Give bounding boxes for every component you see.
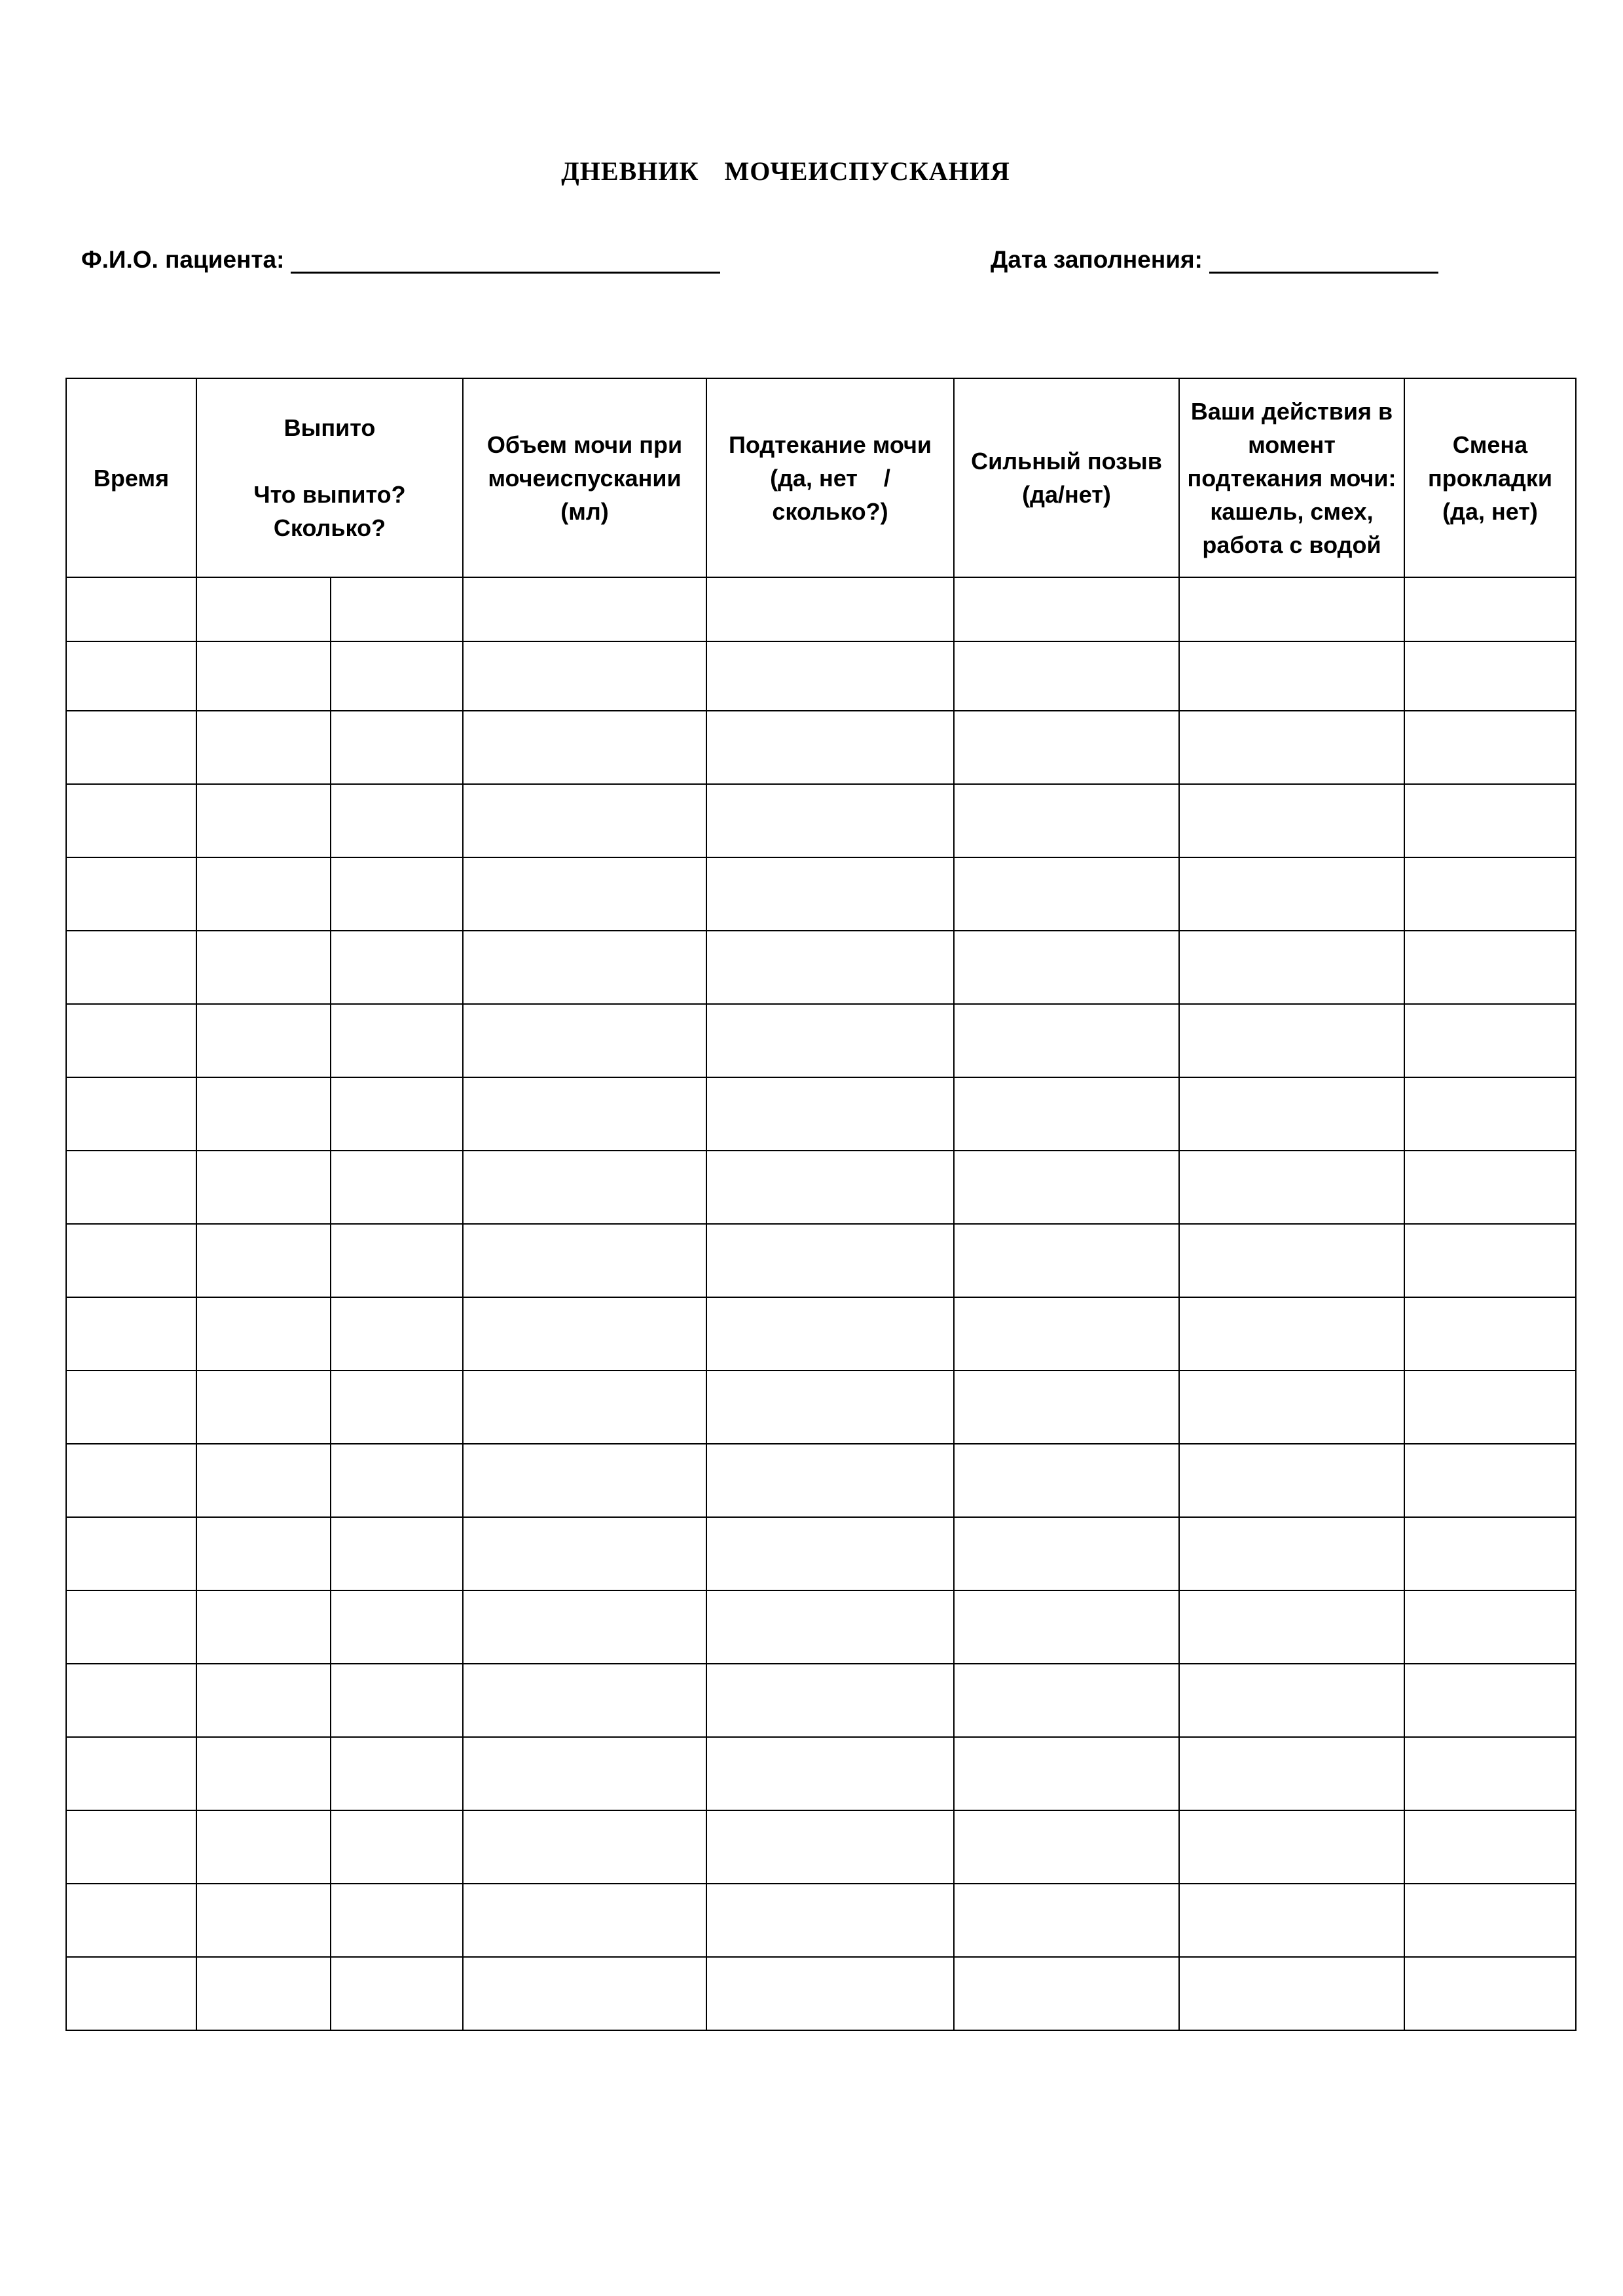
pad-change-cell[interactable]	[1404, 784, 1576, 857]
urge-cell[interactable]	[954, 1957, 1179, 2030]
table-row	[66, 931, 1576, 1004]
actions-cell[interactable]	[1179, 1590, 1404, 1664]
drink-amount-cell[interactable]	[331, 1444, 463, 1517]
table-header-row	[66, 378, 1576, 577]
time-cell[interactable]	[66, 784, 196, 857]
drink-what-cell[interactable]	[196, 1810, 331, 1884]
volume-cell[interactable]	[463, 784, 706, 857]
table-row	[66, 1224, 1576, 1297]
pad-change-cell[interactable]	[1404, 1737, 1576, 1810]
header-volume: Объем мочи при мочеиспускании (мл)	[463, 378, 706, 577]
time-cell[interactable]	[66, 1664, 196, 1737]
header-actions: Ваши действия в момент подтекания мочи: кашель, смех, работа с водой	[1179, 378, 1404, 577]
drink-what-cell[interactable]	[196, 1517, 331, 1590]
table-row	[66, 711, 1576, 784]
drink-amount-cell[interactable]	[331, 1517, 463, 1590]
urge-cell[interactable]	[954, 1297, 1179, 1371]
table-row	[66, 1884, 1576, 1957]
leak-cell[interactable]	[706, 711, 954, 784]
pad-change-cell[interactable]	[1404, 1077, 1576, 1151]
drink-amount-cell[interactable]	[331, 1004, 463, 1077]
volume-cell[interactable]	[463, 1297, 706, 1371]
actions-cell[interactable]	[1179, 1151, 1404, 1224]
urge-cell[interactable]	[954, 1224, 1179, 1297]
patient-name-field	[81, 246, 720, 274]
actions-cell[interactable]	[1179, 1297, 1404, 1371]
actions-cell[interactable]	[1179, 1517, 1404, 1590]
urge-cell[interactable]	[954, 784, 1179, 857]
volume-cell[interactable]	[463, 1884, 706, 1957]
table-row	[66, 1737, 1576, 1810]
table-row	[66, 577, 1576, 641]
leak-cell[interactable]	[706, 1664, 954, 1737]
urge-cell[interactable]	[954, 577, 1179, 641]
time-cell[interactable]	[66, 1737, 196, 1810]
time-cell[interactable]	[66, 1590, 196, 1664]
leak-cell[interactable]	[706, 1297, 954, 1371]
time-cell[interactable]	[66, 1297, 196, 1371]
pad-change-cell[interactable]	[1404, 1957, 1576, 2030]
page-title: ДНЕВНИК МОЧЕИСПУСКАНИЯ	[561, 156, 1010, 186]
actions-cell[interactable]	[1179, 1444, 1404, 1517]
leak-cell[interactable]	[706, 784, 954, 857]
pad-change-cell[interactable]	[1404, 1004, 1576, 1077]
header-drank-what: Что выпито?	[253, 481, 406, 508]
volume-cell[interactable]	[463, 711, 706, 784]
pad-change-cell[interactable]	[1404, 1884, 1576, 1957]
time-cell[interactable]	[66, 1004, 196, 1077]
urge-cell[interactable]	[954, 711, 1179, 784]
header-drank	[196, 378, 463, 577]
time-cell[interactable]	[66, 1224, 196, 1297]
leak-cell[interactable]	[706, 857, 954, 931]
urge-cell[interactable]	[954, 1077, 1179, 1151]
drink-what-cell[interactable]	[196, 1590, 331, 1664]
patient-name-label: Ф.И.О. пациента:	[81, 246, 285, 273]
drink-what-cell[interactable]	[196, 1884, 331, 1957]
drink-what-cell[interactable]	[196, 1957, 331, 2030]
urge-cell[interactable]	[954, 1884, 1179, 1957]
time-cell[interactable]	[66, 1517, 196, 1590]
urge-cell[interactable]	[954, 1004, 1179, 1077]
volume-cell[interactable]	[463, 857, 706, 931]
fill-date-field	[991, 246, 1438, 274]
time-cell[interactable]	[66, 1077, 196, 1151]
drink-amount-cell[interactable]	[331, 1737, 463, 1810]
pad-change-cell[interactable]	[1404, 931, 1576, 1004]
actions-cell[interactable]	[1179, 711, 1404, 784]
pad-change-cell[interactable]	[1404, 1224, 1576, 1297]
drink-what-cell[interactable]	[196, 1371, 331, 1444]
actions-cell[interactable]	[1179, 1884, 1404, 1957]
leak-cell[interactable]	[706, 1224, 954, 1297]
time-cell[interactable]	[66, 931, 196, 1004]
time-cell[interactable]	[66, 1884, 196, 1957]
leak-cell[interactable]	[706, 1151, 954, 1224]
time-cell[interactable]	[66, 1371, 196, 1444]
actions-cell[interactable]	[1179, 1737, 1404, 1810]
actions-cell[interactable]	[1179, 931, 1404, 1004]
pad-change-cell[interactable]	[1404, 1444, 1576, 1517]
urge-cell[interactable]	[954, 857, 1179, 931]
fill-date-blank[interactable]	[1209, 249, 1438, 274]
pad-change-cell[interactable]	[1404, 1810, 1576, 1884]
drink-what-cell[interactable]	[196, 641, 331, 711]
drink-amount-cell[interactable]	[331, 711, 463, 784]
drink-amount-cell[interactable]	[331, 1077, 463, 1151]
volume-cell[interactable]	[463, 577, 706, 641]
table-row	[66, 1590, 1576, 1664]
header-drank-title: Выпито	[283, 414, 376, 441]
leak-cell[interactable]	[706, 641, 954, 711]
actions-cell[interactable]	[1179, 641, 1404, 711]
leak-cell[interactable]	[706, 1737, 954, 1810]
actions-cell[interactable]	[1179, 1957, 1404, 2030]
urge-cell[interactable]	[954, 1151, 1179, 1224]
drink-amount-cell[interactable]	[331, 784, 463, 857]
volume-cell[interactable]	[463, 1664, 706, 1737]
urge-cell[interactable]	[954, 1444, 1179, 1517]
leak-cell[interactable]	[706, 1884, 954, 1957]
urge-cell[interactable]	[954, 1590, 1179, 1664]
drink-what-cell[interactable]	[196, 1297, 331, 1371]
drink-what-cell[interactable]	[196, 784, 331, 857]
voiding-diary-table	[65, 378, 1577, 2031]
table-row	[66, 1664, 1576, 1737]
drink-what-cell[interactable]	[196, 711, 331, 784]
time-cell[interactable]	[66, 641, 196, 711]
drink-amount-cell[interactable]	[331, 641, 463, 711]
time-cell[interactable]	[66, 1151, 196, 1224]
pad-change-cell[interactable]	[1404, 1371, 1576, 1444]
volume-cell[interactable]	[463, 1077, 706, 1151]
volume-cell[interactable]	[463, 1957, 706, 2030]
urge-cell[interactable]	[954, 931, 1179, 1004]
volume-cell[interactable]	[463, 1004, 706, 1077]
volume-cell[interactable]	[463, 1737, 706, 1810]
time-cell[interactable]	[66, 1444, 196, 1517]
actions-cell[interactable]	[1179, 1810, 1404, 1884]
header-time: Время	[66, 378, 196, 577]
header-pad-change: Смена прокладки (да, нет)	[1404, 378, 1576, 577]
pad-change-cell[interactable]	[1404, 577, 1576, 641]
urge-cell[interactable]	[954, 1517, 1179, 1590]
table-row	[66, 1077, 1576, 1151]
urge-cell[interactable]	[954, 1810, 1179, 1884]
drink-what-cell[interactable]	[196, 1004, 331, 1077]
volume-cell[interactable]	[463, 1810, 706, 1884]
pad-change-cell[interactable]	[1404, 711, 1576, 784]
volume-cell[interactable]	[463, 1590, 706, 1664]
pad-change-cell[interactable]	[1404, 857, 1576, 931]
pad-change-cell[interactable]	[1404, 641, 1576, 711]
leak-cell[interactable]	[706, 931, 954, 1004]
pad-change-cell[interactable]	[1404, 1590, 1576, 1664]
table-body	[66, 577, 1576, 2030]
header-drank-amount: Сколько?	[273, 514, 386, 541]
patient-name-blank[interactable]	[291, 249, 720, 274]
time-cell[interactable]	[66, 711, 196, 784]
leak-cell[interactable]	[706, 1444, 954, 1517]
table-row	[66, 1517, 1576, 1590]
pad-change-cell[interactable]	[1404, 1664, 1576, 1737]
leak-cell[interactable]	[706, 1810, 954, 1884]
volume-cell[interactable]	[463, 1224, 706, 1297]
drink-what-cell[interactable]	[196, 1664, 331, 1737]
pad-change-cell[interactable]	[1404, 1151, 1576, 1224]
fill-date-label: Дата заполнения:	[991, 246, 1203, 273]
time-cell[interactable]	[66, 1957, 196, 2030]
volume-cell[interactable]	[463, 1517, 706, 1590]
actions-cell[interactable]	[1179, 1004, 1404, 1077]
drink-amount-cell[interactable]	[331, 1957, 463, 2030]
pad-change-cell[interactable]	[1404, 1517, 1576, 1590]
drink-what-cell[interactable]	[196, 931, 331, 1004]
volume-cell[interactable]	[463, 931, 706, 1004]
leak-cell[interactable]	[706, 1004, 954, 1077]
leak-cell[interactable]	[706, 1077, 954, 1151]
drink-amount-cell[interactable]	[331, 1371, 463, 1444]
actions-cell[interactable]	[1179, 1371, 1404, 1444]
drink-amount-cell[interactable]	[331, 1151, 463, 1224]
leak-cell[interactable]	[706, 1517, 954, 1590]
table-row	[66, 1151, 1576, 1224]
urge-cell[interactable]	[954, 1737, 1179, 1810]
urge-cell[interactable]	[954, 1371, 1179, 1444]
drink-what-cell[interactable]	[196, 1077, 331, 1151]
drink-amount-cell[interactable]	[331, 1884, 463, 1957]
drink-what-cell[interactable]	[196, 1224, 331, 1297]
urge-cell[interactable]	[954, 1664, 1179, 1737]
pad-change-cell[interactable]	[1404, 1297, 1576, 1371]
drink-what-cell[interactable]	[196, 857, 331, 931]
leak-cell[interactable]	[706, 1590, 954, 1664]
drink-amount-cell[interactable]	[331, 857, 463, 931]
drink-amount-cell[interactable]	[331, 1297, 463, 1371]
drink-amount-cell[interactable]	[331, 1224, 463, 1297]
table-row	[66, 641, 1576, 711]
leak-cell[interactable]	[706, 1957, 954, 2030]
table-row	[66, 1297, 1576, 1371]
drink-what-cell[interactable]	[196, 1151, 331, 1224]
volume-cell[interactable]	[463, 1151, 706, 1224]
urge-cell[interactable]	[954, 641, 1179, 711]
table-row	[66, 1810, 1576, 1884]
drink-amount-cell[interactable]	[331, 931, 463, 1004]
time-cell[interactable]	[66, 857, 196, 931]
leak-cell[interactable]	[706, 1371, 954, 1444]
header-leak: Подтекание мочи (да, нет / сколько?)	[706, 378, 954, 577]
drink-amount-cell[interactable]	[331, 1810, 463, 1884]
volume-cell[interactable]	[463, 1371, 706, 1444]
drink-amount-cell[interactable]	[331, 577, 463, 641]
table-row	[66, 857, 1576, 931]
actions-cell[interactable]	[1179, 577, 1404, 641]
drink-amount-cell[interactable]	[331, 1590, 463, 1664]
actions-cell[interactable]	[1179, 784, 1404, 857]
table-row	[66, 1957, 1576, 2030]
table-row	[66, 1444, 1576, 1517]
actions-cell[interactable]	[1179, 1224, 1404, 1297]
actions-cell[interactable]	[1179, 1664, 1404, 1737]
table-row	[66, 1371, 1576, 1444]
time-cell[interactable]	[66, 1810, 196, 1884]
time-cell[interactable]	[66, 577, 196, 641]
drink-what-cell[interactable]	[196, 1737, 331, 1810]
header-urge: Сильный позыв (да/нет)	[954, 378, 1179, 577]
drink-what-cell[interactable]	[196, 577, 331, 641]
actions-cell[interactable]	[1179, 857, 1404, 931]
volume-cell[interactable]	[463, 641, 706, 711]
drink-what-cell[interactable]	[196, 1444, 331, 1517]
volume-cell[interactable]	[463, 1444, 706, 1517]
actions-cell[interactable]	[1179, 1077, 1404, 1151]
leak-cell[interactable]	[706, 577, 954, 641]
table-row	[66, 784, 1576, 857]
table-row	[66, 1004, 1576, 1077]
drink-amount-cell[interactable]	[331, 1664, 463, 1737]
